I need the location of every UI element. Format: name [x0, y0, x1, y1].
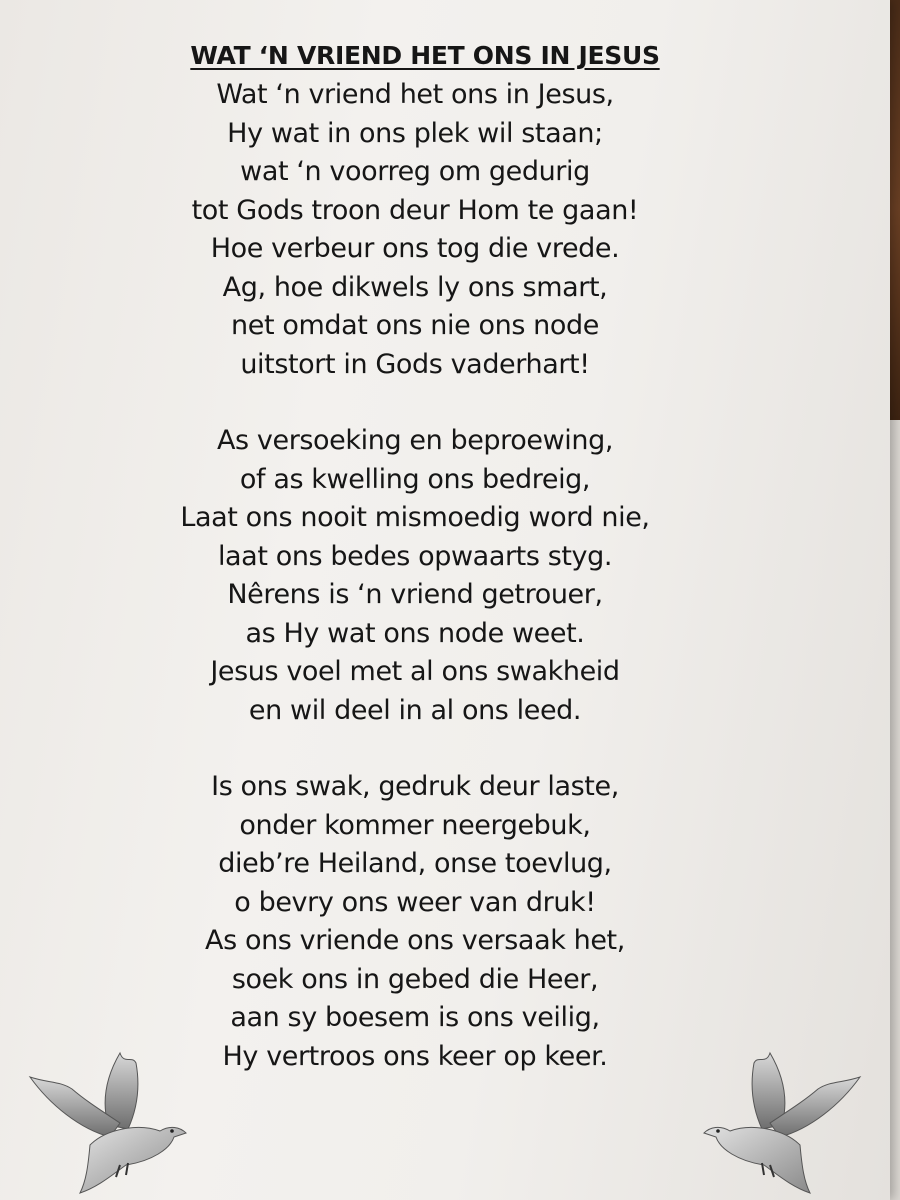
dove-icon — [690, 1045, 870, 1195]
poem-title: WAT ‘N VRIEND HET ONS IN JESUS — [190, 41, 660, 70]
poem-line: Nêrens is ‘n vriend getrouer, — [227, 579, 603, 610]
poem-line: wat ‘n voorreg om gedurig — [240, 156, 590, 187]
poem-line: laat ons bedes opwaarts styg. — [217, 540, 613, 572]
poem-line: Hy wat in ons plek wil staan; — [227, 117, 603, 149]
poem-line: as Hy wat ons node weet. — [245, 617, 585, 649]
poem-line: net omdat ons nie ons node — [231, 310, 599, 341]
dove-icon — [20, 1045, 200, 1195]
poem-line: en wil deel in al ons leed. — [248, 694, 582, 726]
poem-line: Wat ‘n vriend het ons in Jesus, — [216, 79, 614, 110]
stanza-1 — [0, 76, 830, 384]
poem-line: tot Gods troon deur Hom te gaan! — [191, 194, 639, 226]
poem-line: Hy vertroos ons keer op keer. — [222, 1040, 608, 1072]
poem-line: Ag, hoe dikwels ly ons smart, — [222, 271, 608, 303]
poem-line: dieb’re Heiland, onse toevlug, — [218, 848, 612, 879]
poem-line: of as kwelling ons bedreig, — [239, 463, 591, 495]
poem — [0, 36, 830, 1076]
poem-line: soek ons in gebed die Heer, — [231, 963, 599, 995]
poem-line: uitstort in Gods vaderhart! — [240, 348, 590, 380]
poem-line: onder kommer neergebuk, — [239, 809, 591, 841]
stanza-2 — [0, 422, 830, 730]
stanza-3 — [0, 768, 830, 1076]
poem-line: Hoe verbeur ons tog die vrede. — [210, 233, 620, 264]
poem-line: o bevry ons weer van druk! — [234, 886, 596, 918]
poem-line: As versoeking en beproewing, — [216, 425, 614, 456]
poem-line: Jesus voel met al ons swakheid — [210, 656, 620, 687]
poem-line: As ons vriende ons versaak het, — [205, 925, 625, 956]
poem-line: Is ons swak, gedruk deur laste, — [211, 771, 619, 802]
poem-line: aan sy boesem is ons veilig, — [230, 1002, 600, 1033]
poem-line: Laat ons nooit mismoedig word nie, — [180, 502, 650, 533]
